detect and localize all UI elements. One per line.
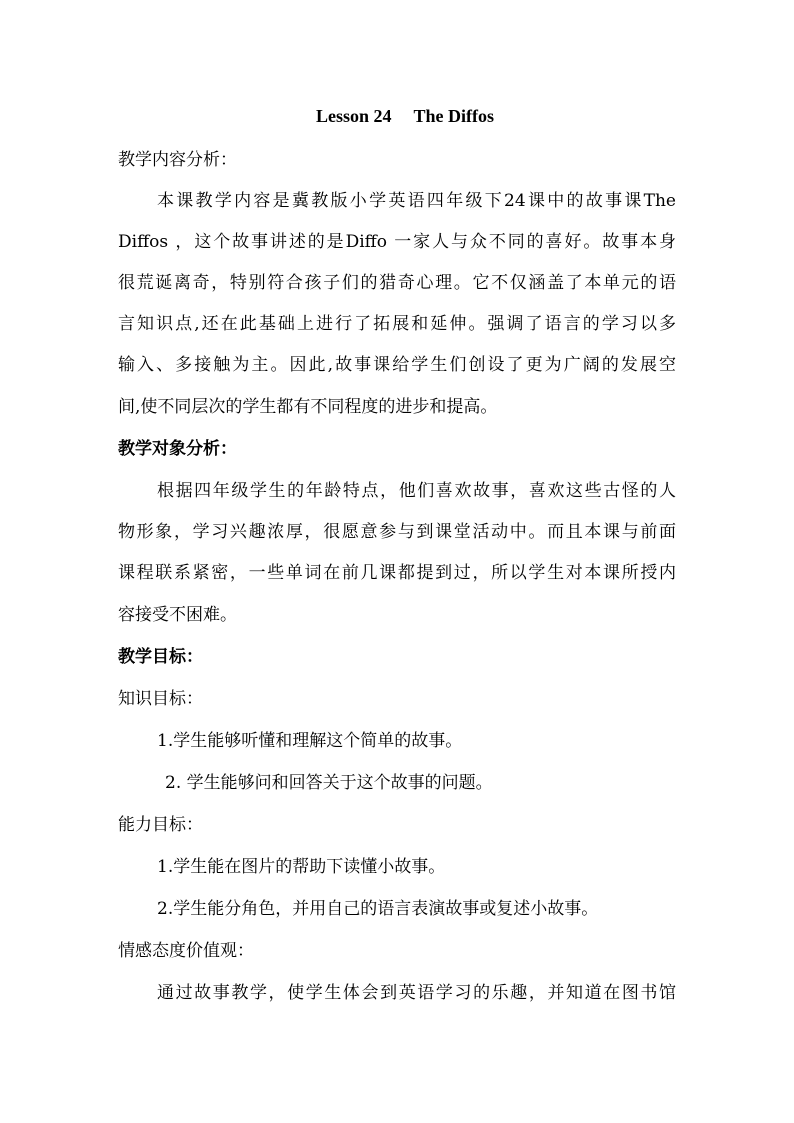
heading-emotion-values: 情感态度价值观：: [118, 941, 254, 961]
content-line-1: 本课教学内容是冀教版小学英语四年级下24课中的故事课The: [157, 191, 676, 211]
object-line-4: 容接受不困难。: [118, 605, 237, 625]
object-line-1: 根据四年级学生的年龄特点，他们喜欢故事，喜欢这些古怪的人: [157, 481, 676, 501]
content-line-5: 输入、多接触为主。因此,故事课给学生们创设了更为广阔的发展空: [118, 355, 676, 375]
content-line-4: 言知识点,还在此基础上进行了拓展和延伸。强调了语言的学习以多: [118, 314, 676, 334]
title-lesson: Lesson 24: [316, 106, 392, 126]
ability-item-1: 1.学生能在图片的帮助下读懂小故事。: [157, 857, 446, 877]
heading-teaching-goals: 教学目标：: [118, 647, 203, 667]
object-line-2: 物形象，学习兴趣浓厚，很愿意参与到课堂活动中。而且本课与前面: [118, 522, 676, 542]
ability-item-2: 2.学生能分角色，并用自己的语言表演故事或复述小故事。: [157, 899, 599, 919]
object-line-3: 课程联系紧密，一些单词在前几课都提到过，所以学生对本课所授内: [118, 563, 676, 583]
emotion-line-1: 通过故事教学，使学生体会到英语学习的乐趣，并知道在图书馆: [157, 983, 676, 1003]
title-name: The Diffos: [413, 106, 495, 126]
content-line-6: 间,使不同层次的学生都有不同程度的进步和提高。: [118, 397, 498, 417]
content-line-3: 很荒诞离奇，特别符合孩子们的猎奇心理。它不仅涵盖了本单元的语: [118, 273, 676, 293]
knowledge-item-2: 2. 学生能够问和回答关于这个故事的问题。: [165, 773, 493, 793]
content-line-2: Diffos ，这个故事讲述的是Diffo 一家人与众不同的喜好。故事本身: [118, 232, 676, 252]
document-title: [316, 104, 494, 128]
knowledge-item-1: 1.学生能够听懂和理解这个简单的故事。: [157, 731, 463, 751]
heading-object-analysis: 教学对象分析：: [118, 439, 237, 459]
heading-content-analysis: 教学内容分析：: [118, 150, 237, 170]
heading-ability-goals: 能力目标：: [118, 815, 203, 835]
heading-knowledge-goals: 知识目标：: [118, 689, 203, 709]
